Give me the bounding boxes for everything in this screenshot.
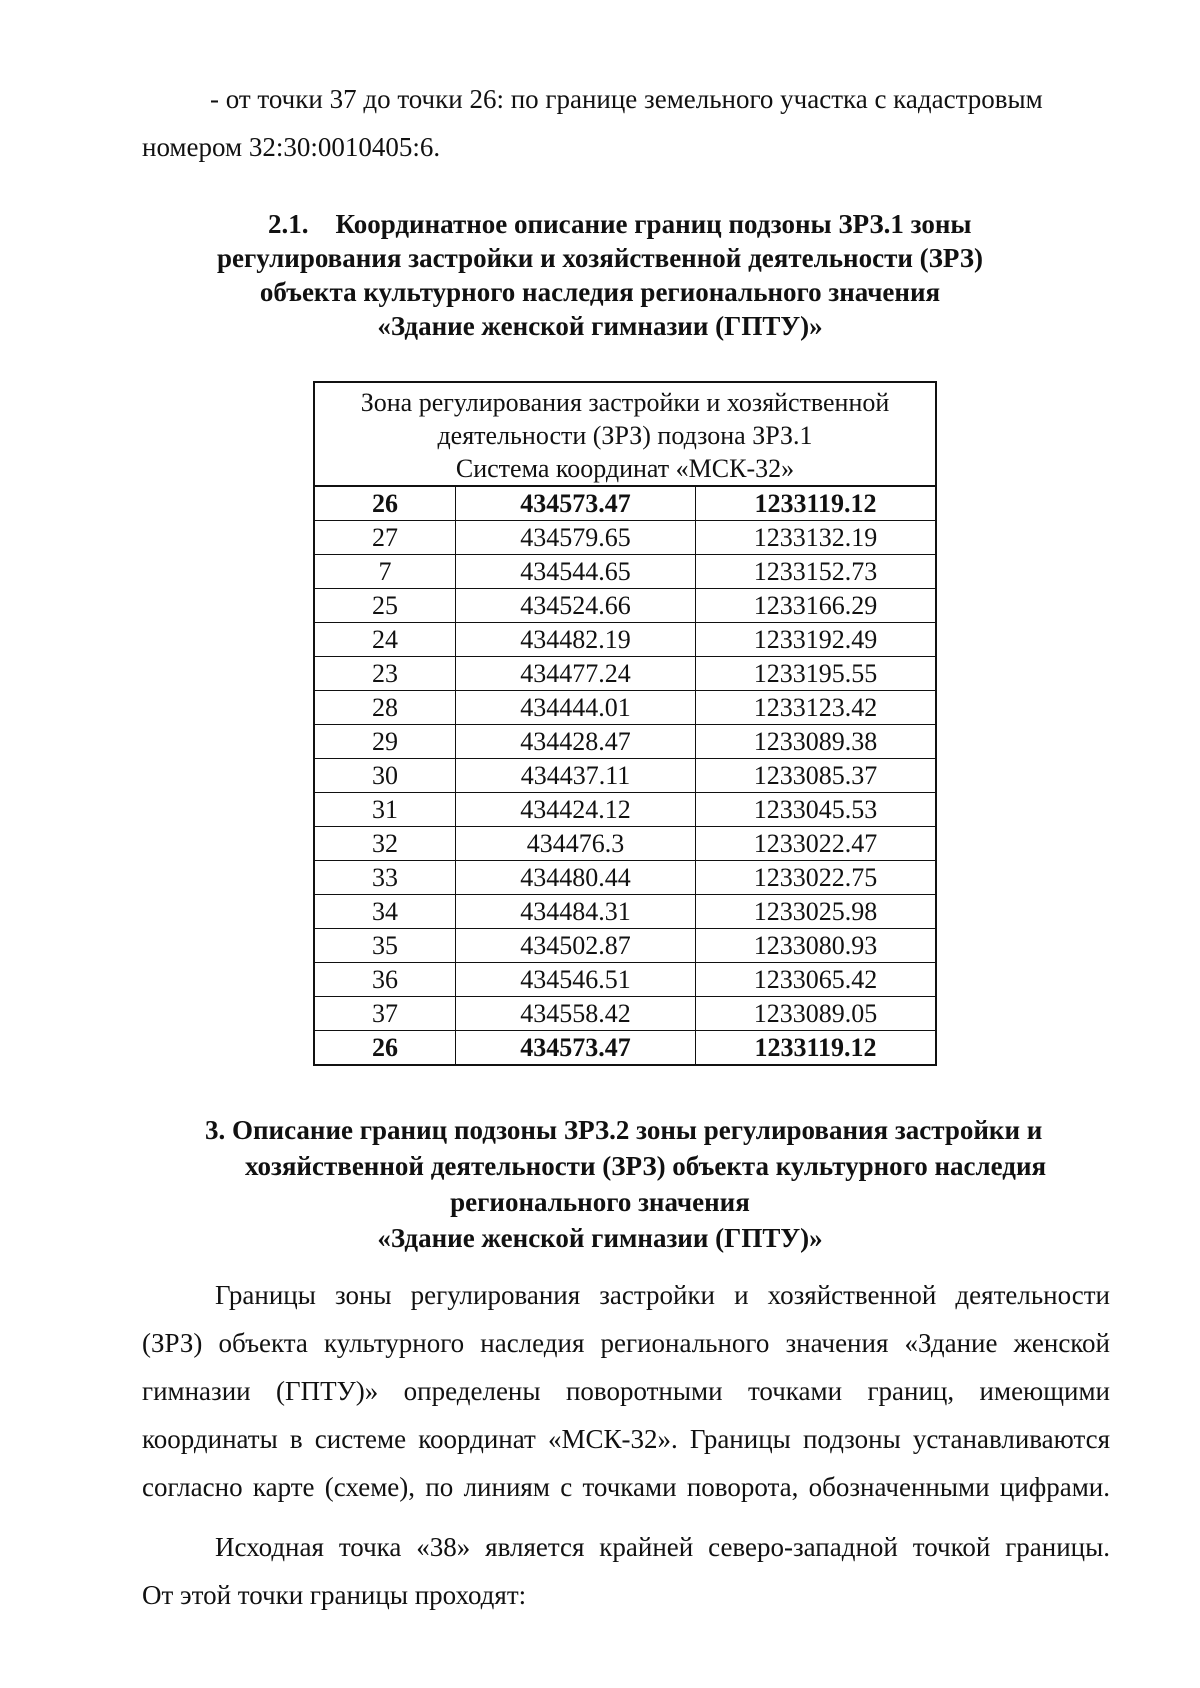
- table-row: [314, 691, 936, 725]
- point-cell: 27: [314, 521, 456, 555]
- section-3-heading-line: 3. Описание границ подзоны ЗРЗ.2 зоны регулирования застройки и: [205, 1115, 1043, 1145]
- paragraph-line: согласно карте (схеме), по линиям с точками поворота, обозначенными цифрами.: [142, 1472, 1110, 1502]
- point-cell: 35: [314, 929, 456, 963]
- paragraph-line: Исходная точка «38» является крайней северо-западной точкой границы.: [215, 1532, 1110, 1562]
- table-row: [314, 793, 936, 827]
- table-row: [314, 997, 936, 1031]
- point-cell: 31: [314, 793, 456, 827]
- table-row: [314, 589, 936, 623]
- table-row: [314, 725, 936, 759]
- y-coordinate-cell: 1233022.75: [695, 861, 936, 895]
- section-3-heading-line: хозяйственной деятельности (ЗРЗ) объекта культурного наследия: [245, 1151, 1047, 1181]
- point-cell: 32: [314, 827, 456, 861]
- section-2-1-heading-line: регулирования застройки и хозяйственной деятельности (ЗРЗ): [217, 243, 983, 273]
- table-row: [314, 623, 936, 657]
- table-row: [314, 895, 936, 929]
- x-coordinate-cell: 434524.66: [456, 589, 696, 623]
- point-cell: 28: [314, 691, 456, 725]
- paragraph-line: От этой точки границы проходят:: [142, 1580, 527, 1610]
- point-cell: 30: [314, 759, 456, 793]
- point-cell: 29: [314, 725, 456, 759]
- paragraph-line: Границы зоны регулирования застройки и хозяйственной деятельности: [215, 1280, 1110, 1310]
- y-coordinate-cell: 1233025.98: [695, 895, 936, 929]
- y-coordinate-cell: 1233123.42: [695, 691, 936, 725]
- table-row: [314, 657, 936, 691]
- y-coordinate-cell: 1233192.49: [695, 623, 936, 657]
- y-coordinate-cell: 1233085.37: [695, 759, 936, 793]
- table-row: [314, 827, 936, 861]
- section-2-1-heading-line: «Здание женской гимназии (ГПТУ)»: [377, 311, 823, 341]
- table-row: [314, 929, 936, 963]
- y-coordinate-cell: 1233152.73: [695, 555, 936, 589]
- x-coordinate-cell: 434484.31: [456, 895, 696, 929]
- point-cell: 25: [314, 589, 456, 623]
- x-coordinate-cell: 434424.12: [456, 793, 696, 827]
- point-cell: 23: [314, 657, 456, 691]
- x-coordinate-cell: 434573.47: [456, 1031, 696, 1066]
- section-3-heading-line: «Здание женской гимназии (ГПТУ)»: [377, 1223, 823, 1253]
- x-coordinate-cell: 434444.01: [456, 691, 696, 725]
- x-coordinate-cell: 434579.65: [456, 521, 696, 555]
- coordinates-table: [313, 381, 937, 1066]
- x-coordinate-cell: 434476.3: [456, 827, 696, 861]
- x-coordinate-cell: 434573.47: [456, 486, 696, 521]
- x-coordinate-cell: 434428.47: [456, 725, 696, 759]
- table-row: [314, 1031, 936, 1066]
- table-row: [314, 555, 936, 589]
- point-cell: 37: [314, 997, 456, 1031]
- y-coordinate-cell: 1233119.12: [695, 486, 936, 521]
- intro-line-1: - от точки 37 до точки 26: по границе земельного участка с кадастровым: [210, 84, 1043, 114]
- table-header-line: Зона регулирования застройки и хозяйственной: [360, 387, 890, 417]
- x-coordinate-cell: 434437.11: [456, 759, 696, 793]
- x-coordinate-cell: 434480.44: [456, 861, 696, 895]
- intro-line-2: номером 32:30:0010405:6.: [142, 132, 441, 162]
- section-3-heading-line: регионального значения: [450, 1187, 750, 1217]
- point-cell: 34: [314, 895, 456, 929]
- paragraph-line: (ЗРЗ) объекта культурного наследия регионального значения «Здание женской: [142, 1328, 1110, 1358]
- x-coordinate-cell: 434558.42: [456, 997, 696, 1031]
- point-cell: 26: [314, 1031, 456, 1066]
- y-coordinate-cell: 1233132.19: [695, 521, 936, 555]
- y-coordinate-cell: 1233119.12: [695, 1031, 936, 1066]
- y-coordinate-cell: 1233089.05: [695, 997, 936, 1031]
- y-coordinate-cell: 1233080.93: [695, 929, 936, 963]
- x-coordinate-cell: 434544.65: [456, 555, 696, 589]
- y-coordinate-cell: 1233195.55: [695, 657, 936, 691]
- table-header-line: деятельности (ЗРЗ) подзона ЗРЗ.1: [437, 420, 813, 450]
- y-coordinate-cell: 1233065.42: [695, 963, 936, 997]
- x-coordinate-cell: 434502.87: [456, 929, 696, 963]
- y-coordinate-cell: 1233089.38: [695, 725, 936, 759]
- table-header-cell: [314, 382, 936, 486]
- table-row: [314, 486, 936, 521]
- x-coordinate-cell: 434477.24: [456, 657, 696, 691]
- table-row: [314, 521, 936, 555]
- table-row: [314, 759, 936, 793]
- table-row: [314, 861, 936, 895]
- table-row: [314, 963, 936, 997]
- section-2-1-heading-line: 2.1. Координатное описание границ подзоны ЗРЗ.1 зоны: [268, 209, 972, 239]
- y-coordinate-cell: 1233022.47: [695, 827, 936, 861]
- table-header-line: Система координат «МСК-32»: [455, 453, 795, 483]
- paragraph-line: гимназии (ГПТУ)» определены поворотными точками границ, имеющими: [142, 1376, 1110, 1406]
- point-cell: 7: [314, 555, 456, 589]
- x-coordinate-cell: 434482.19: [456, 623, 696, 657]
- point-cell: 36: [314, 963, 456, 997]
- y-coordinate-cell: 1233045.53: [695, 793, 936, 827]
- point-cell: 26: [314, 486, 456, 521]
- point-cell: 33: [314, 861, 456, 895]
- point-cell: 24: [314, 623, 456, 657]
- section-2-1-heading-line: объекта культурного наследия регионального значения: [259, 277, 941, 307]
- y-coordinate-cell: 1233166.29: [695, 589, 936, 623]
- x-coordinate-cell: 434546.51: [456, 963, 696, 997]
- table-header-row: [314, 382, 936, 486]
- paragraph-line: координаты в системе координат «МСК-32». Границы подзоны устанавливаются: [142, 1424, 1110, 1454]
